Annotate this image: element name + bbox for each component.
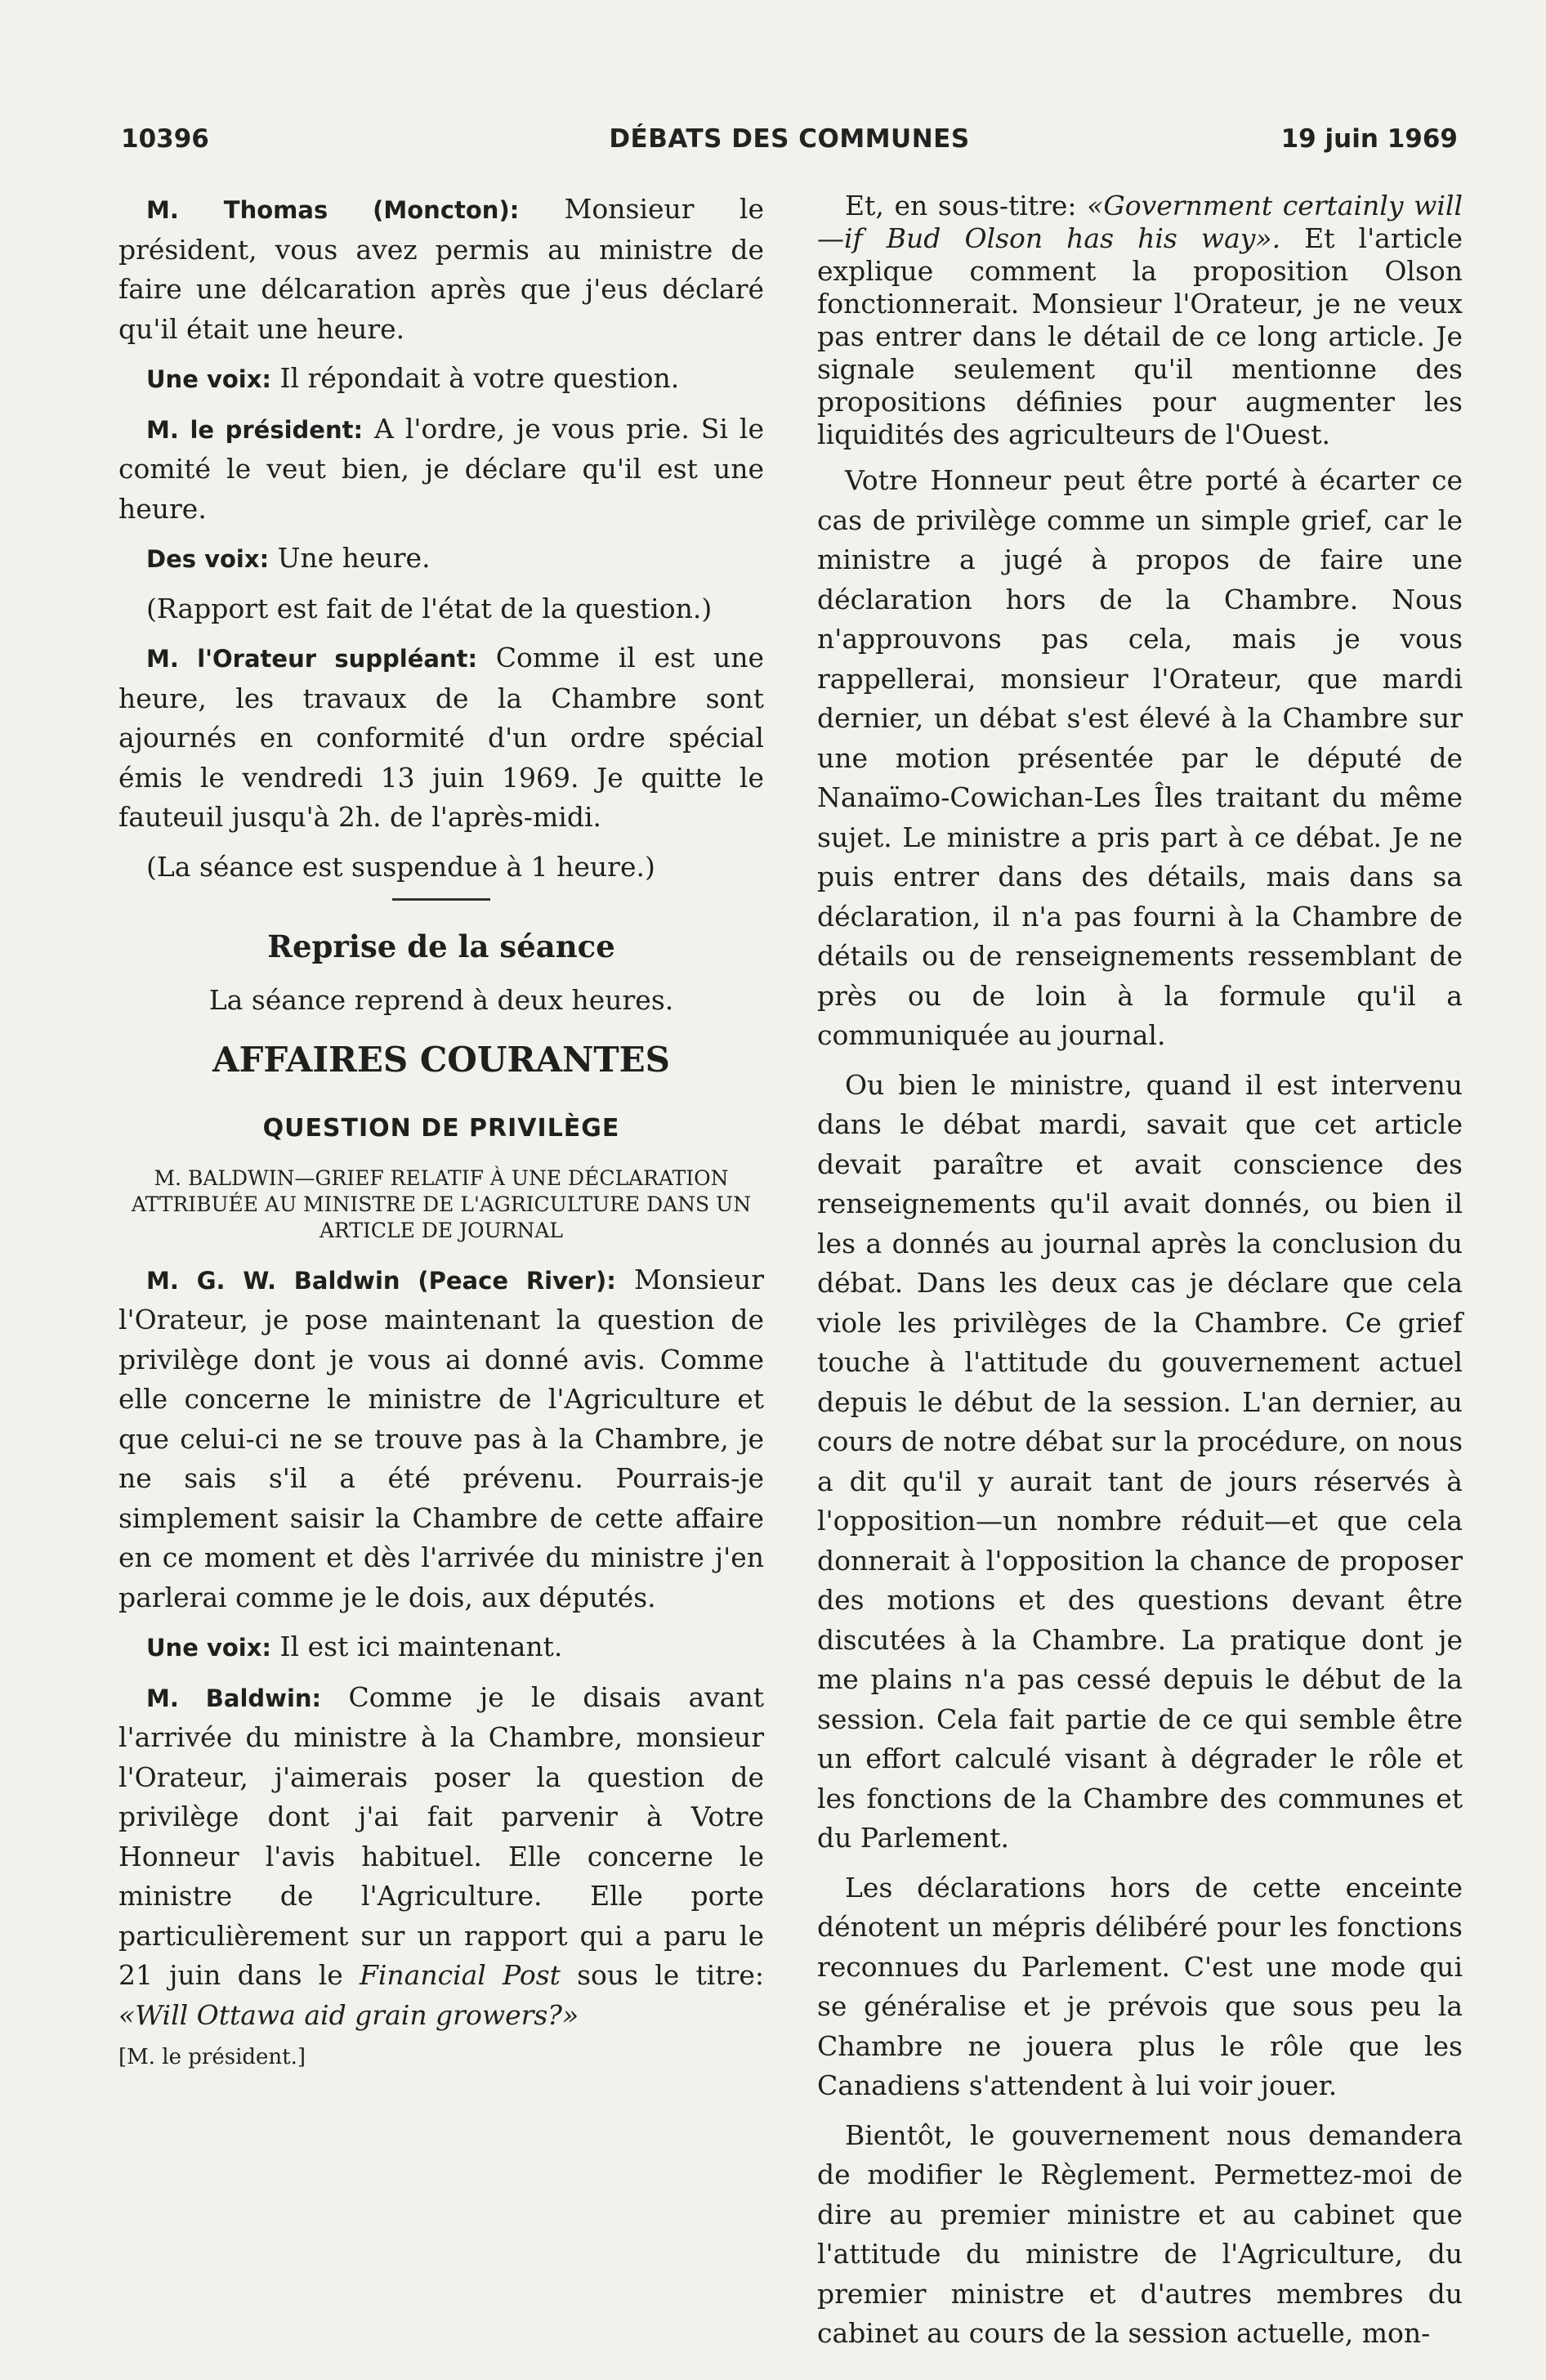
speaker-name: Des voix: (146, 545, 270, 573)
italic-subtitle: «Government certainly will—if Bud Olson has his way». (817, 190, 1463, 254)
speech-text: Et, en sous-titre: (845, 190, 1088, 221)
italic-title: «Will Ottawa aid grain growers?» (118, 1998, 579, 2031)
divider (392, 898, 490, 901)
paragraph (118, 190, 764, 349)
subsection-heading: QUESTION DE PRIVILÈGE (262, 1113, 620, 1143)
speaker-name: M. Thomas (Moncton): (146, 196, 520, 224)
paragraph: Votre Honneur peut être porté à écarter ce cas de privilège comme un simple grief, car le ministre a jugé à propos de faire une déclaration hors de la Chambre. Nous n'approuvons pas cela, mais je vous rappellerai, monsieur l'Orateur, que mardi dernier, un débat s'est élevé à la Chambre sur une motion présentée par le député de Nanaïmo-Cowichan-Les Îles traitant du même sujet. Le ministre a pris part à ce débat. Je ne puis entrer dans des détails, mais dans sa déclaration, il n'a pas fourni à la Chambre de détails ou de renseignements ressemblant de près ou de loin à la formule qu'il a communiquée au journal. (817, 464, 1463, 1051)
paragraph (118, 638, 764, 838)
speaker-name: Une voix: (146, 1634, 272, 1662)
paragraph (118, 409, 764, 530)
italic-publication: Financial Post (359, 1959, 561, 1991)
procedural-note: (Rapport est fait de l'état de la question.) (146, 592, 713, 624)
speaker-name: M. l'Orateur suppléant: (146, 645, 478, 673)
section-heading: AFFAIRES COURANTES (212, 1039, 670, 1080)
publication-title: DÉBATS DES COMMUNES (609, 124, 970, 154)
paragraph (817, 190, 1463, 451)
paragraph (118, 1678, 764, 2036)
right-column (817, 190, 1463, 2364)
speaker-name: M. Baldwin: (146, 1684, 322, 1712)
item-title: M. BALDWIN—GRIEF RELATIF À UNE DÉCLARATION ATTRIBUÉE AU MINISTRE DE L'AGRICULTURE DANS UN ARTICLE DE JOURNAL (131, 1165, 752, 1242)
speaker-name: M. le président: (146, 415, 364, 444)
speech-text: Monsieur le président, vous avez permis au ministre de faire une délcaration après que j'eus déclaré qu'il était une heure. (118, 193, 764, 345)
speech-text: Il est ici maintenant. (271, 1631, 563, 1662)
paragraph: Bientôt, le gouvernement nous demandera de modifier le Règlement. Permettez-moi de dire au premier ministre et au cabinet que l'attitude du ministre de l'Agriculture, du premier ministre et d'autres membres du cabinet au cours de la session actuelle, mon- (817, 2118, 1463, 2349)
resume-heading: Reprise de la séance (267, 928, 615, 964)
speech-text: Comme il est une heure, les travaux de la Chambre sont ajournés en conformité d'un ordre spécial émis le vendredi 13 juin 1969. Je quitte le fauteuil jusqu'à 2h. de l'après-midi. (118, 642, 764, 833)
speech-text: sous le titre: (560, 1959, 764, 1991)
page-header (121, 124, 1458, 173)
publication-date: 19 juin 1969 (1280, 124, 1458, 154)
paragraph (118, 539, 764, 579)
speech-text: Et l'article explique comment la proposition Olson fonctionnerait. Monsieur l'Orateur, je ne veux pas entrer dans le détail de ce long article. Je signale seulement qu'il mentionne des propositions définies pour augmenter les liquidités des agriculteurs de l'Ouest. (817, 222, 1463, 450)
paragraph: Les déclarations hors de cette enceinte dénotent un mépris délibéré pour les fonctions reconnues du Parlement. C'est une mode qui se généralise et je prévois que sous peu la Chambre ne jouera plus le rôle que les Canadiens s'attendent à lui voir jouer. (817, 1871, 1463, 2101)
paragraph: Ou bien le ministre, quand il est intervenu dans le débat mardi, savait que cet article devait paraître et avait conscience des renseignements qu'il avait donnés, ou bien il les a donnés au journal après la conclusion du débat. Dans les deux cas je déclare que cela viole les privilèges de la Chambre. Ce grief touche à l'attitude du gouvernement actuel depuis le début de la session. L'an dernier, au cours de notre débat sur la procédure, on nous a dit qu'il y aurait tant de jours réservés à l'opposition—un nombre réduit—et que cela donnerait à l'opposition la chance de proposer des motions et des questions devant être discutées à la Chambre. La pratique dont je me plains n'a pas cessé depuis le début de la session. Cela fait partie de ce qui semble être un effort calculé visant à dégrader le rôle et les fonctions de la Chambre des communes et du Parlement. (817, 1068, 1463, 1854)
speaker-name: Une voix: (146, 365, 272, 393)
speech-text: Monsieur l'Orateur, je pose maintenant la question de privilège dont je vous ai donné avis. Comme elle concerne le ministre de l'Agriculture et que celui-ci ne se trouve pas à la Chambre, je ne sais s'il a été prévenu. Pourrais-je simplement saisir la Chambre de cette affaire en ce moment et dès l'arrivée du ministre j'en parlerai comme je le dois, aux députés. (118, 1263, 764, 1613)
speech-text: Une heure. (269, 542, 431, 574)
resume-text: La séance reprend à deux heures. (208, 984, 674, 1016)
left-column (118, 190, 764, 2069)
paragraph (118, 1260, 764, 1618)
paragraph (118, 359, 764, 400)
speech-text: Il répondait à votre question. (271, 362, 680, 394)
procedural-note: (La séance est suspendue à 1 heure.) (146, 850, 655, 883)
paragraph (118, 1627, 764, 1668)
speaker-name: M. G. W. Baldwin (Peace River): (146, 1266, 616, 1295)
page-number: 10396 (121, 124, 209, 154)
footnote: [M. le président.] (118, 2045, 306, 2069)
speech-text: A l'ordre, je vous prie. Si le comité le veut bien, je déclare qu'il est une heure. (118, 412, 765, 525)
speech-text: Comme je le disais avant l'arrivée du ministre à la Chambre, monsieur l'Orateur, j'aimerais poser la question de privilège dont j'ai fait parvenir à Votre Honneur l'avis habituel. Elle concerne le ministre de l'Agriculture. Elle porte particulièrement sur un rapport qui a paru le 21 juin dans le (118, 1680, 764, 1991)
